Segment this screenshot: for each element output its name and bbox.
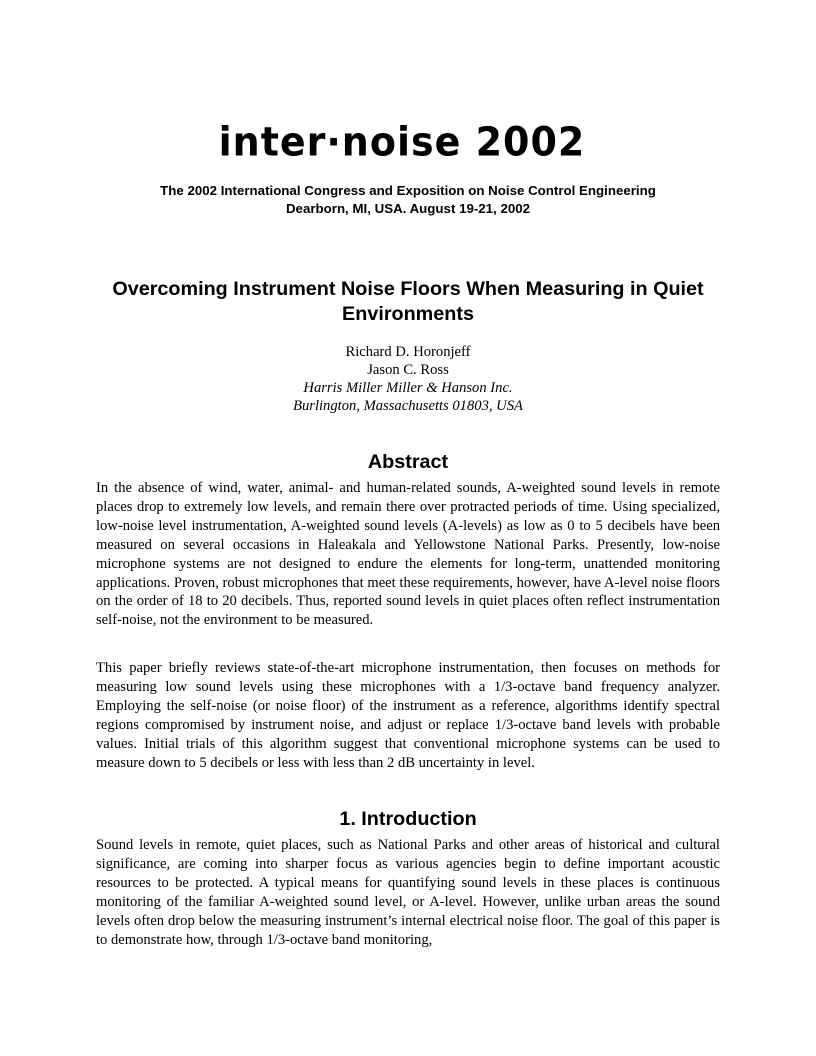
logo-text: inter·noise 2002 [218,118,586,166]
abstract-paragraph: In the absence of wind, water, animal- and human-related sounds, A-weighted sound levels in remote places drop to extremely low levels, and remain there over protracted periods of time. Using specialized, low-noise level instrumentation, A-weighted sound levels (A-levels) as low as 0 to 5 decibels have been measured on several occasions in Haleakala and Yellowstone National Parks. Presently, low-noise microphone systems are not designed to endure the elements for long-term, unattended monitoring applications. Proven, robust microphones that meet these requirements, however, have A-level noise floors on the order of 18 to 20 decibels. Thus, reported sound levels in quiet places often reflect instrumentation self-noise, not the environment to be measured. [96,480,720,629]
paper-title: Overcoming Instrument Noise Floors When Measuring in Quiet Environments [112,278,704,325]
author-name: Richard D. Horonjeff [345,344,471,360]
introduction-paragraph: Sound levels in remote, quiet places, such as National Parks and other areas of historical and cultural significance, are coming into sharper focus as various agencies begin to define important acoustic resources to be protected. A typical means for quantifying sound levels in these places is continuous monitoring of the familiar A-weighted sound level, or A-level. However, unlike urban areas the sound levels often drop below the measuring instrument’s internal electrical noise floor. The goal of this paper is to demonstrate how, through 1/3-octave band monitoring, [96,837,720,948]
author-affiliation: Harris Miller Miller & Hanson Inc. [303,380,513,396]
abstract-paragraph: This paper briefly reviews state-of-the-art microphone instrumentation, then focuses on methods for measuring low sound levels using these microphones with a 1/3-octave band frequency analyzer. Employing the self-noise (or noise floor) of the instrument as a reference, algorithms identify spectral regions compromised by instrument noise, and adjust or replace 1/3-octave band levels with probable values. Initial trials of this algorithm suggest that conventional microphone systems can be used to measure down to 5 decibels or less with less than 2 dB uncertainty in level. [96,660,720,771]
introduction-heading: 1. Introduction [339,808,477,830]
conference-logo [0,120,816,164]
author-address: Burlington, Massachusetts 01803, USA [293,398,523,414]
abstract-heading: Abstract [367,451,449,473]
conference-name: The 2002 International Congress and Exposition on Noise Control Engineering [160,183,656,198]
conference-location: Dearborn, MI, USA. August 19-21, 2002 [285,201,531,216]
author-name: Jason C. Ross [367,362,449,378]
